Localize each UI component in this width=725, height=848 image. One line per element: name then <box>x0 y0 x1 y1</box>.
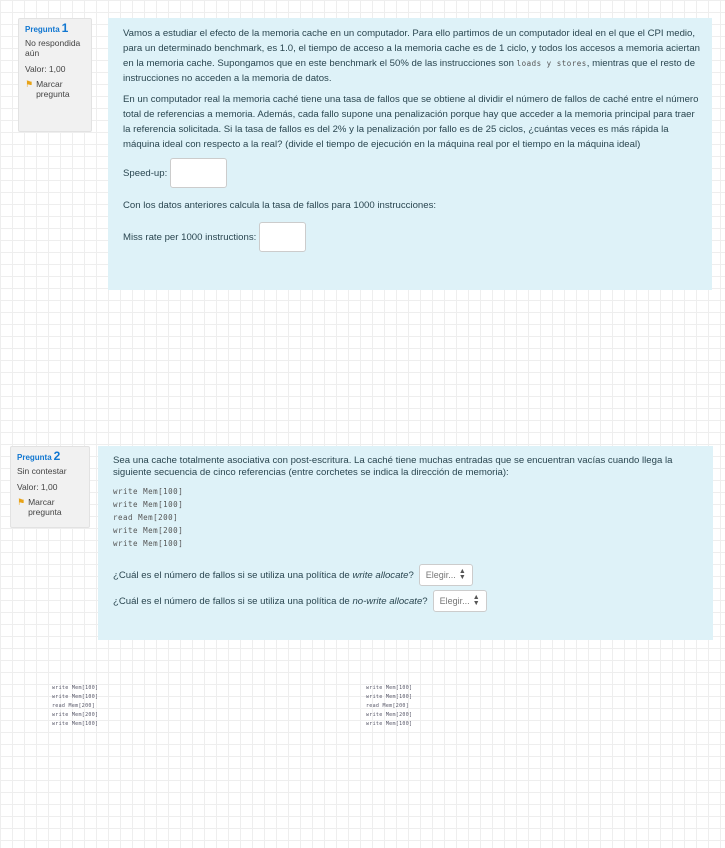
reference-line: read Mem[200] <box>113 513 179 522</box>
reference-line: write Mem[100] <box>113 539 184 548</box>
question-2b-text: ¿Cuál es el número de fallos si se utiliza una política de no-write allocate? <box>113 595 428 607</box>
code-snippet-left: write Mem[100] write Mem[100] read Mem[200] write Mem[200] write Mem[100] <box>52 685 99 727</box>
write-allocate-select[interactable]: Elegir... ▲ ▼ <box>419 564 473 586</box>
missrate-label: Miss rate per 1000 instructions: <box>123 231 257 243</box>
no-write-allocate-select[interactable]: Elegir... ▲ ▼ <box>433 590 487 612</box>
chevron-updown-icon: ▲ ▼ <box>458 568 466 581</box>
question-1-info <box>18 18 92 132</box>
question-2b-row <box>113 590 705 612</box>
code-snippet-right: write Mem[100] write Mem[100] read Mem[200] write Mem[200] write Mem[100] <box>366 685 413 727</box>
question-2a-row <box>113 564 705 586</box>
speedup-label: Speed-up: <box>123 167 168 179</box>
missrate-row <box>123 222 704 252</box>
question-2-flag[interactable] <box>17 497 83 517</box>
question-1-paragraph-3: Con los datos anteriores calcula la tasa de fallos para 1000 instrucciones: <box>123 200 437 211</box>
question-2-paragraph-1: Sea una cache totalmente asociativa con post-escritura. La caché tiene muchas entradas que se encuentran vacías cuando llega la siguiente secuencia de cinco referencias (entre corchetes se indica la dirección de memoria): <box>113 455 673 478</box>
question-1-grade: Valor: 1,00 <box>25 64 66 74</box>
reference-sequence <box>113 485 705 550</box>
question-1-flag[interactable] <box>25 79 85 99</box>
question-1-paragraph-2: En un computador real la memoria caché tiene una tasa de fallos que se obtiene al dividir el número de fallos de caché entre el número total de referencias a memoria. Además, cada fallo supone una penalización porque hay que acceder a la memoria principal para traer la referencia solicitada. Si la tasa de fallos es del 2% y la penalización por fallo es de 25 ciclos, ¿cuántas veces es más rápida la máquina ideal con respecto a la real? (divide el tiempo de ejecución en la máquina real por el tiempo en la máquina ideal) <box>123 94 699 150</box>
question-2-info <box>10 446 90 528</box>
reference-line: write Mem[100] <box>113 500 184 509</box>
missrate-input[interactable] <box>259 222 306 252</box>
question-2-number: Pregunta 2 <box>17 449 61 463</box>
flag-icon: ⚑ <box>25 79 34 89</box>
speedup-input[interactable] <box>170 158 227 188</box>
question-2-grade: Valor: 1,00 <box>17 482 58 492</box>
question-2-state: Sin contestar <box>17 466 67 476</box>
reference-line: write Mem[200] <box>113 526 184 535</box>
question-1-text <box>108 18 712 290</box>
question-1-paragraph-1: Vamos a estudiar el efecto de la memoria cache en un computador. Para ello partimos de un computador ideal en el que el CPI medio, para un determinado benchmark, es 1.0, el tiempo de acceso a la memoria cache es de 1 ciclo, y todos los accesos a memoria aciertan en la memoria cache. Supongamos que en este benchmark el 50% de las instrucciones son loads y stores, mientras que el resto de instrucciones no acceden a la memoria de datos. <box>123 28 700 84</box>
question-1-number: Pregunta 1 <box>25 21 69 35</box>
speedup-row <box>123 158 704 188</box>
chevron-updown-icon: ▲ ▼ <box>472 594 480 607</box>
question-1-state: No respondida aún <box>25 38 81 58</box>
question-2a-text: ¿Cuál es el número de fallos si se utiliza una política de write allocate? <box>113 569 414 581</box>
flag-icon: ⚑ <box>17 497 26 507</box>
flag-label: Marcar pregunta <box>36 79 70 99</box>
flag-label: Marcar pregunta <box>28 497 62 517</box>
question-2-text <box>98 446 713 640</box>
reference-line: write Mem[100] <box>113 487 184 496</box>
